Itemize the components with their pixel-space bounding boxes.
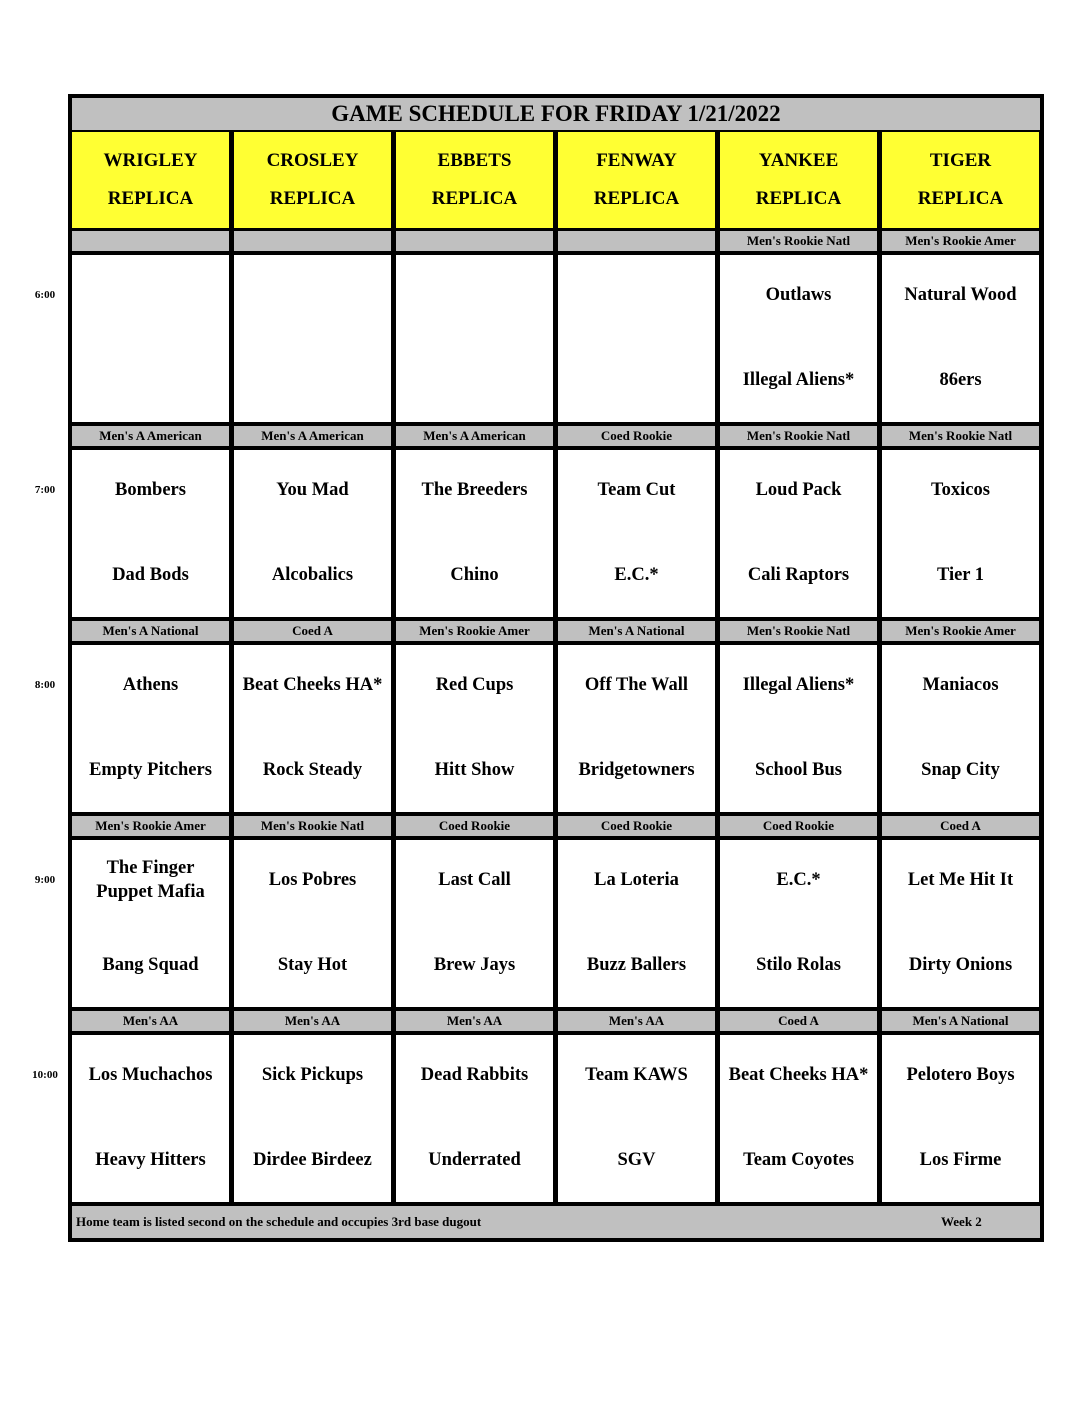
field-header xyxy=(234,132,391,228)
away-team: Pelotero Boys xyxy=(906,1065,1015,1085)
game-cell xyxy=(720,450,877,617)
game-cell xyxy=(234,840,391,1007)
game-cell xyxy=(882,255,1039,422)
home-team: Chino xyxy=(450,565,499,585)
field-header xyxy=(882,132,1039,228)
game-cell xyxy=(396,840,553,1007)
away-team: You Mad xyxy=(276,480,349,500)
division-label: Men's Rookie Natl xyxy=(720,621,877,641)
division-label: Coed A xyxy=(882,816,1039,836)
home-team: Brew Jays xyxy=(433,955,516,975)
home-team: Team Coyotes xyxy=(743,1150,854,1170)
division-label xyxy=(396,231,553,251)
away-team: Red Cups xyxy=(435,675,514,695)
game-cell xyxy=(234,645,391,812)
home-team: Snap City xyxy=(921,760,1000,780)
away-team: Team KAWS xyxy=(585,1065,688,1085)
time-label: 7:00 xyxy=(34,484,56,496)
division-label: Coed A xyxy=(234,621,391,641)
home-team: Dad Bods xyxy=(112,565,189,585)
division-label: Men's A National xyxy=(558,621,715,641)
home-team: E.C.* xyxy=(614,565,659,585)
time-label: 9:00 xyxy=(34,874,56,886)
game-cell xyxy=(558,1035,715,1202)
game-cell xyxy=(720,840,877,1007)
division-label: Men's Rookie Amer xyxy=(72,816,229,836)
home-team: Bang Squad xyxy=(102,955,199,975)
division-label: Men's Rookie Natl xyxy=(720,426,877,446)
game-cell xyxy=(72,840,229,1007)
division-label: Men's Rookie Amer xyxy=(882,231,1039,251)
division-label: Men's Rookie Natl xyxy=(882,426,1039,446)
away-team: Bombers xyxy=(115,480,186,500)
home-team: Cali Raptors xyxy=(747,565,850,585)
away-team: Sick Pickups xyxy=(261,1065,364,1085)
field-subtitle: REPLICA xyxy=(107,188,194,209)
home-team: Los Firme xyxy=(919,1150,1002,1170)
home-team: Alcobalics xyxy=(271,565,354,585)
game-cell xyxy=(882,645,1039,812)
field-name: YANKEE xyxy=(758,150,839,171)
field-header xyxy=(72,132,229,228)
away-team: Beat Cheeks HA* xyxy=(728,1065,869,1085)
footer-note: Home team is listed second on the schedule and occupies 3rd base dugout xyxy=(76,1214,482,1229)
field-name: WRIGLEY xyxy=(103,150,198,171)
away-team: Let Me Hit It xyxy=(907,870,1014,890)
game-cell xyxy=(882,450,1039,617)
division-label xyxy=(558,231,715,251)
home-team: Tier 1 xyxy=(936,565,985,585)
away-team: Athens xyxy=(122,675,179,695)
home-team: Stay Hot xyxy=(277,955,348,975)
game-cell xyxy=(396,1035,553,1202)
game-cell xyxy=(720,645,877,812)
away-team: Beat Cheeks HA* xyxy=(242,675,383,695)
division-label xyxy=(234,231,391,251)
game-cell xyxy=(72,450,229,617)
home-team: Hitt Show xyxy=(434,760,515,780)
home-team: Bridgetowners xyxy=(578,760,695,780)
game-cell xyxy=(72,255,229,422)
game-cell xyxy=(558,840,715,1007)
footer-week: Week 2 xyxy=(941,1214,982,1229)
away-team: Dead Rabbits xyxy=(420,1065,529,1085)
away-team: Toxicos xyxy=(931,480,990,500)
away-team: La Loteria xyxy=(594,870,679,890)
game-cell xyxy=(558,255,715,422)
time-label: 6:00 xyxy=(34,289,56,301)
division-label: Men's AA xyxy=(234,1011,391,1031)
home-team: SGV xyxy=(617,1150,656,1170)
time-label: 8:00 xyxy=(34,679,56,691)
game-cell xyxy=(882,1035,1039,1202)
away-team: The Finger Puppet Mafia xyxy=(96,858,205,902)
away-team: E.C.* xyxy=(776,870,821,890)
game-cell xyxy=(396,645,553,812)
division-label: Men's A National xyxy=(882,1011,1039,1031)
field-header xyxy=(558,132,715,228)
division-label: Men's Rookie Natl xyxy=(720,231,877,251)
game-cell xyxy=(396,255,553,422)
field-name: CROSLEY xyxy=(266,150,359,171)
home-team: 86ers xyxy=(939,370,982,390)
home-team: Underrated xyxy=(428,1150,521,1170)
time-label: 10:00 xyxy=(32,1069,58,1081)
division-label: Coed Rookie xyxy=(558,426,715,446)
home-team: Dirdee Birdeez xyxy=(253,1150,372,1170)
game-cell xyxy=(882,840,1039,1007)
away-team: Los Muchachos xyxy=(88,1065,213,1085)
field-name: FENWAY xyxy=(596,150,677,171)
away-team: Maniacos xyxy=(922,675,999,695)
division-label: Coed Rookie xyxy=(396,816,553,836)
field-name: EBBETS xyxy=(437,150,512,171)
field-subtitle: REPLICA xyxy=(269,188,356,209)
away-team: Loud Pack xyxy=(755,480,842,500)
home-team: Empty Pitchers xyxy=(89,760,212,780)
division-label: Coed Rookie xyxy=(558,816,715,836)
division-label: Men's A American xyxy=(396,426,553,446)
home-team: Dirty Onions xyxy=(908,955,1013,975)
schedule-title: GAME SCHEDULE FOR FRIDAY 1/21/2022 xyxy=(72,98,1040,130)
game-cell xyxy=(396,450,553,617)
division-label: Men's AA xyxy=(72,1011,229,1031)
game-cell xyxy=(234,450,391,617)
away-team: Outlaws xyxy=(765,285,832,305)
away-team: Los Pobres xyxy=(268,870,357,890)
away-team: Off The Wall xyxy=(584,675,689,695)
home-team: Illegal Aliens* xyxy=(742,370,855,390)
home-team: School Bus xyxy=(755,760,842,780)
home-team: Stilo Rolas xyxy=(756,955,841,975)
game-cell xyxy=(558,645,715,812)
game-cell xyxy=(72,645,229,812)
home-team: Buzz Ballers xyxy=(586,955,687,975)
division-label: Men's Rookie Amer xyxy=(882,621,1039,641)
schedule-table xyxy=(68,94,1044,1242)
division-label: Men's A National xyxy=(72,621,229,641)
division-label: Men's AA xyxy=(558,1011,715,1031)
field-header xyxy=(396,132,553,228)
game-cell xyxy=(558,450,715,617)
away-team: Team Cut xyxy=(597,480,676,500)
field-header xyxy=(720,132,877,228)
field-subtitle: REPLICA xyxy=(755,188,842,209)
field-subtitle: REPLICA xyxy=(593,188,680,209)
game-cell xyxy=(72,1035,229,1202)
division-label: Men's Rookie Natl xyxy=(234,816,391,836)
division-label xyxy=(72,231,229,251)
game-cell xyxy=(234,255,391,422)
division-label: Men's AA xyxy=(396,1011,553,1031)
game-cell xyxy=(234,1035,391,1202)
away-team: Illegal Aliens* xyxy=(742,675,855,695)
schedule-footer xyxy=(72,1206,1040,1238)
home-team: Heavy Hitters xyxy=(95,1150,206,1170)
home-team: Rock Steady xyxy=(262,760,363,780)
division-label: Men's A American xyxy=(72,426,229,446)
division-label: Coed Rookie xyxy=(720,816,877,836)
game-cell xyxy=(720,255,877,422)
division-label: Men's A American xyxy=(234,426,391,446)
field-subtitle: REPLICA xyxy=(917,188,1004,209)
away-team: The Breeders xyxy=(421,480,528,500)
field-name: TIGER xyxy=(929,150,992,171)
away-team: Natural Wood xyxy=(904,285,1017,305)
field-subtitle: REPLICA xyxy=(431,188,518,209)
division-label: Men's Rookie Amer xyxy=(396,621,553,641)
game-cell xyxy=(720,1035,877,1202)
division-label: Coed A xyxy=(720,1011,877,1031)
away-team: Last Call xyxy=(438,870,511,890)
